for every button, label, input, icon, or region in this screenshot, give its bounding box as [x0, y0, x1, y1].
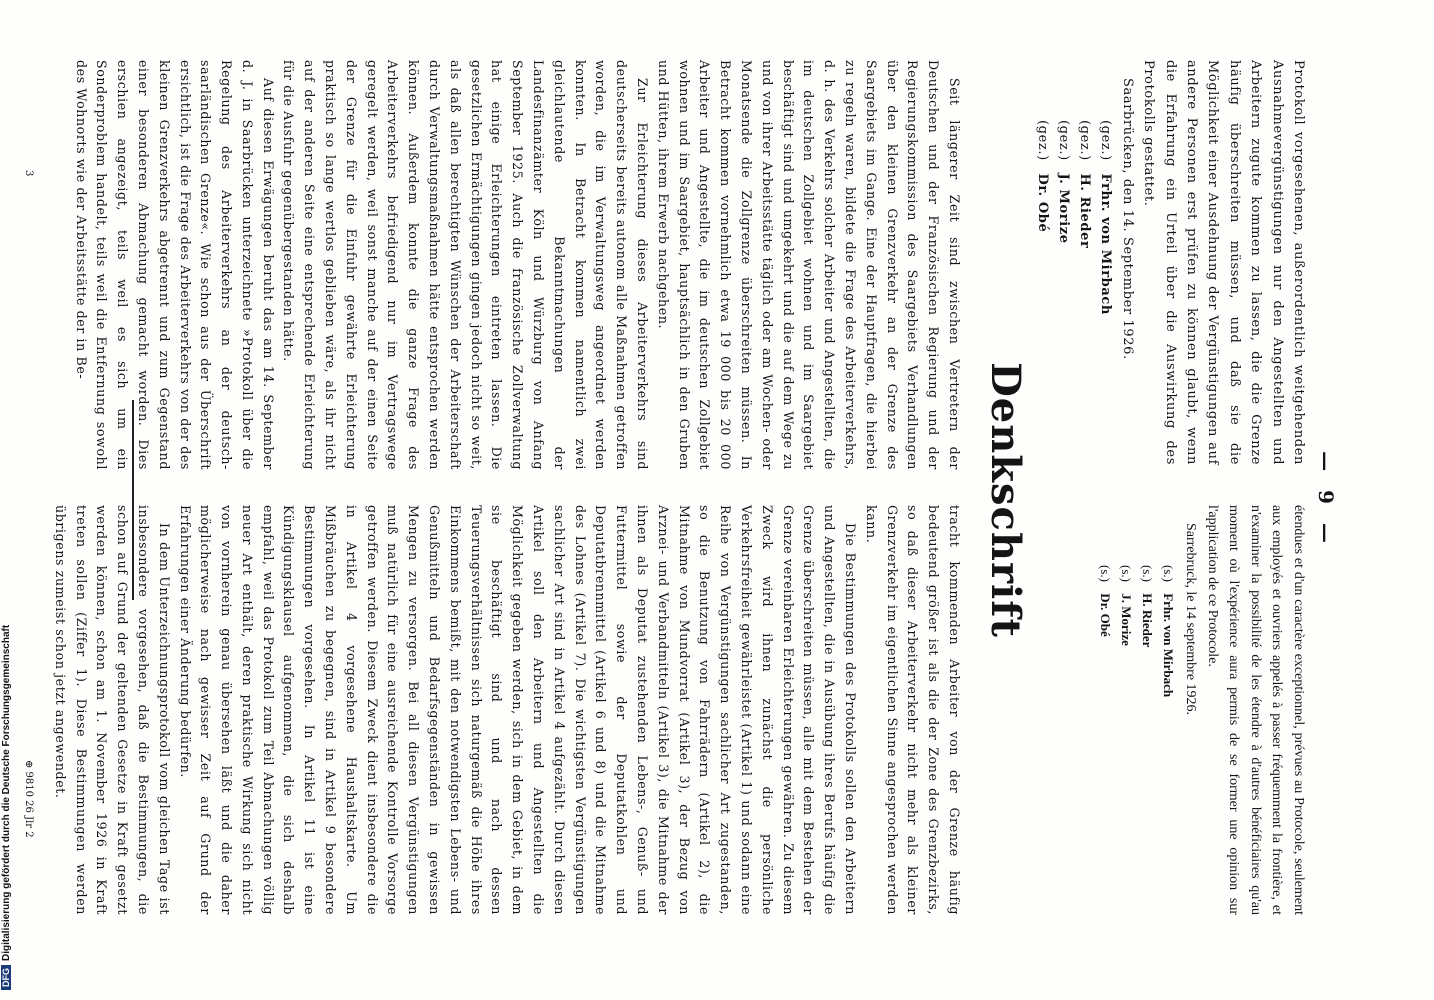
french-place-date: Sarrebruck, le 14 septembre 1926. — [1183, 523, 1199, 716]
memorandum-paragraph-1: Seit längerer Zeit sind zwischen Vertretern der Deutschen und der Französischen Regierung und der Regierungskommission des Saargebiets Verhandlungen über den kleinen Grenzverkehr an der Grenze des Saargebiets im Gange. Eine der Hauptfragen, die hierbei zu regeln waren, bildete die Frage des Arbeiterverkehrs, d. h. des Verkehrs solcher Arbeiter und Angestellten, die im deutschen Zollgebiet wohnen und im Saargebiet beschäftigt sind und umgekehrt und die auf dem Wege zu und von ihrer Arbeitsstätte täglich oder am Wochen- oder Monatsende die Zollgrenze überschreiten müssen. In Betracht kommen vornehmlich etwa 19 000 bis 20 000 Arbeiter und Angestellte, die im deutschen Zollgebiet wohnen und im Saargebiet, hauptsächlich in den Gruben und Hütten, ihrem Erwerb nachgehen. — [655, 60, 962, 470]
french-signature-2 — [1137, 565, 1158, 915]
memorandum-paragraph-4: tracht kommenden Arbeiter von der Grenze häufig bedeutend größer ist als die der Zone des Grenzbezirks, so daß dieser Arbeiterverkehr nicht mehr als kleiner Grenzverkehr im eigentlichen Sinne angesprochen werden kann. — [863, 505, 962, 915]
french-signature-1 — [1158, 565, 1179, 915]
signature-prefix: (gez.) — [1056, 120, 1072, 161]
memorandum-right-column — [49, 505, 964, 915]
digitization-text: Digitalisierung gefördert durch die Deutsche Forschungsgemeinschaft — [1, 624, 12, 961]
signature-name: Dr. Obé — [1098, 593, 1114, 637]
digitization-notice — [1, 625, 12, 990]
german-place-date: Saarbrücken, den 14. September 1926. — [1119, 78, 1135, 360]
end-rule — [132, 400, 134, 600]
memorandum-paragraph-6: In dem Unterzeichnungsprotokoll vom gleichen Tage ist insbesondere vorgesehen, daß die Bestimmungen, die schon auf Grund der geltenden Gesetze in Kraft gesetzt werden können, schon am 1. November 1926 in Kraft treten sollen (Ziffer 1). Diese Bestimmungen werden übrigens zumeist schon jetzt angewendet. — [52, 505, 172, 915]
memorandum-paragraph-2: Zur Erleichterung dieses Arbeiterverkehrs sind deutscherseits bereits autonom alle Maßnahmen getroffen worden, die im Verwaltungsweg angeordnet werden konnten. In Betracht kommen namentlich zwei gleichlautende Bekanntmachungen der Landesfinanzämter Köln und Würzburg von Anfang September 1925. Auch die französische Zollverwaltung hat einige Erleichterungen eintreten lassen. Die gesetzlichen Ermächtigungen gingen jedoch nicht so weit, als daß allen berechtigten Wünschen der Arbeiterschaft durch Verwaltungsmaßnahmen hätte entsprochen werden können. Außerdem konnte die ganze Frage des Arbeiterverkehrs befriedigend nur im Vertragswege geregelt werden, weil sonst manche auf der einen Seite der Grenze für die Einfuhr gewährte Erleichterung praktisch so lange wertlos geblieben wäre, als ihr nicht auf der anderen Seite eine entsprechende Erleichterung für die Ausfuhr gegenübergestanden hätte. — [281, 60, 651, 470]
signature-name: J. Morize — [1119, 593, 1135, 646]
german-signature-2 — [1074, 120, 1095, 465]
signature-prefix: (s.) — [1098, 565, 1114, 582]
signature-name: Dr. Obé — [1035, 173, 1051, 233]
german-signature-block — [1032, 120, 1116, 465]
signature-prefix: (s.) — [1119, 565, 1135, 582]
dfg-logo: DFG — [1, 965, 11, 990]
signature-name: H. Rieder — [1140, 593, 1156, 648]
memorandum-paragraph-5: Die Bestimmungen des Protokolls sollen den Arbeitern und Angestellten, die in Ausübung ihres Berufs häufig die Grenze überschreiten müssen, alle mit dem Bestehen der Grenze vereinbaren Erleichterungen gewähren. Zu diesem Zweck wird ihnen zunächst die persönliche Verkehrsfreiheit gewährleistet (Artikel 1) und sodann eine Reihe von Vergünstigungen sachlicher Art zugestanden, so die Benutzung von Fahrrädern (Artikel 2), die Mitnahme von Mundvorrat (Artikel 3), der Bezug von Arznei- und Verbandmitteln (Artikel 3), die Mitnahme der ihnen als Deputat zustehenden Lebens-, Genuß- und Futtermittel sowie der Deputatkohlen und Deputatbrennmittel (Artikel 6 und 8) und die Mitnahme des Lohnes (Artikel 7). Die wichtigsten Vergünstigungen sachlicher Art sind in Artikel 4 aufgezählt. Durch diesen Artikel soll den Arbeitern und Angestellten die Möglichkeit gegeben werden, sich in dem Gebiet, in dem sie beschäftigt sind und nach dessen Teuerungsverhältnissen sich naturgemäß die Höhe ihres Einkommens bemißt, mit den notwendigsten Lebens- und Genußmitteln und Bedarfsgegenständen in gewissen Mengen zu versorgen. Bei all diesen Vergünstigungen muß natürlich für eine ausreichende Kontrolle Vorsorge getroffen werden. Diesem Zweck dient insbesondere die in Artikel 4 vorgesehene Haushaltskarte. Um Mißbräuchen zu begegnen, sind in Artikel 9 besondere Bestimmungen vorgesehen. In Artikel 11 ist eine Kündigungsklausel aufgenommen, die sich deshalb empfahl, weil das Protokoll zum Teil Abmachungen völlig neuer Art enthält, deren praktische Wirkung sich nicht von vornherein genau übersehen läßt und die daher möglicherweise nach gewisser Zeit auf Grund der Erfahrungen einer Änderung bedürfen. — [177, 505, 859, 915]
signature-name: Frhr. von Mirbach — [1098, 173, 1114, 315]
german-protocol-conclusion — [1032, 60, 1309, 465]
footer-sheet-number: 3 — [23, 170, 34, 177]
page-number: — 9 — — [1314, 451, 1338, 549]
german-signature-4 — [1032, 120, 1053, 465]
french-signature-block — [1095, 565, 1179, 915]
german-signature-1 — [1095, 120, 1116, 465]
french-signature-4 — [1095, 565, 1116, 915]
signature-prefix: (s.) — [1140, 565, 1156, 582]
signature-prefix: (gez.) — [1098, 120, 1114, 161]
signature-prefix: (s.) — [1161, 565, 1177, 582]
memorandum-paragraph-3: Auf diesen Erwägungen beruht das am 14. September d. J. in Saarbrücken unterzeichnete »Protokoll über die Regelung des Arbeiterverkehrs an der deutsch-saarländischen Grenze«. Wie schon aus der Überschrift ersichtlich, ist die Frage des Arbeiterverkehrs von der des kleinen Grenzverkehrs abgetrennt und zum Gegenstand einer besonderen Abmachung gemacht worden. Dies erschien angezeigt, teils weil es sich um ein Sonderproblem handelt, teils weil die Entfernung sowohl des Wohnorts wie der Arbeitsstätte der in Be- — [73, 60, 276, 470]
signature-name: H. Rieder — [1077, 173, 1093, 249]
memorandum-left-column — [70, 60, 964, 470]
footer-print-code: ⊕ 9810 26 Jlr 2 — [23, 760, 34, 838]
german-signature-3 — [1053, 120, 1074, 465]
french-protocol-conclusion — [1095, 505, 1309, 915]
signature-name: Frhr. von Mirbach — [1161, 593, 1177, 698]
french-protocol-text: étendues et d'un caractère exceptionnel, prévues au Protocole, seulement aux employés et ouvriers appelés à passer fréquemment la frontière, et n'examiner la possibilité de les étendre à d'autres bénéficiaires qu'au moment où l'expérience aura permis de se former une opinion sur l'application de ce Protocole. — [1204, 505, 1306, 915]
signature-name: J. Morize — [1056, 173, 1072, 244]
signature-prefix: (gez.) — [1077, 120, 1093, 161]
french-signature-3 — [1116, 565, 1137, 915]
signature-prefix: (gez.) — [1035, 120, 1051, 161]
memorandum-heading: Denkschrift — [982, 362, 1029, 638]
german-protocol-text: Protokoll vorgesehenen, außerordentlich weitgehenden Ausnahmevergünstigungen nur den Angestellten und Arbeitern zugute kommen zu lassen, die die Grenze häufig überschreiten müssen, und daß sie die Möglichkeit einer Ausdehnung der Vergünstigungen auf andere Personen erst prüfen zu können glaubt, wenn die Erfahrung ein Urteil über die Auswirkung des Protokolls gestattet. — [1141, 60, 1306, 465]
